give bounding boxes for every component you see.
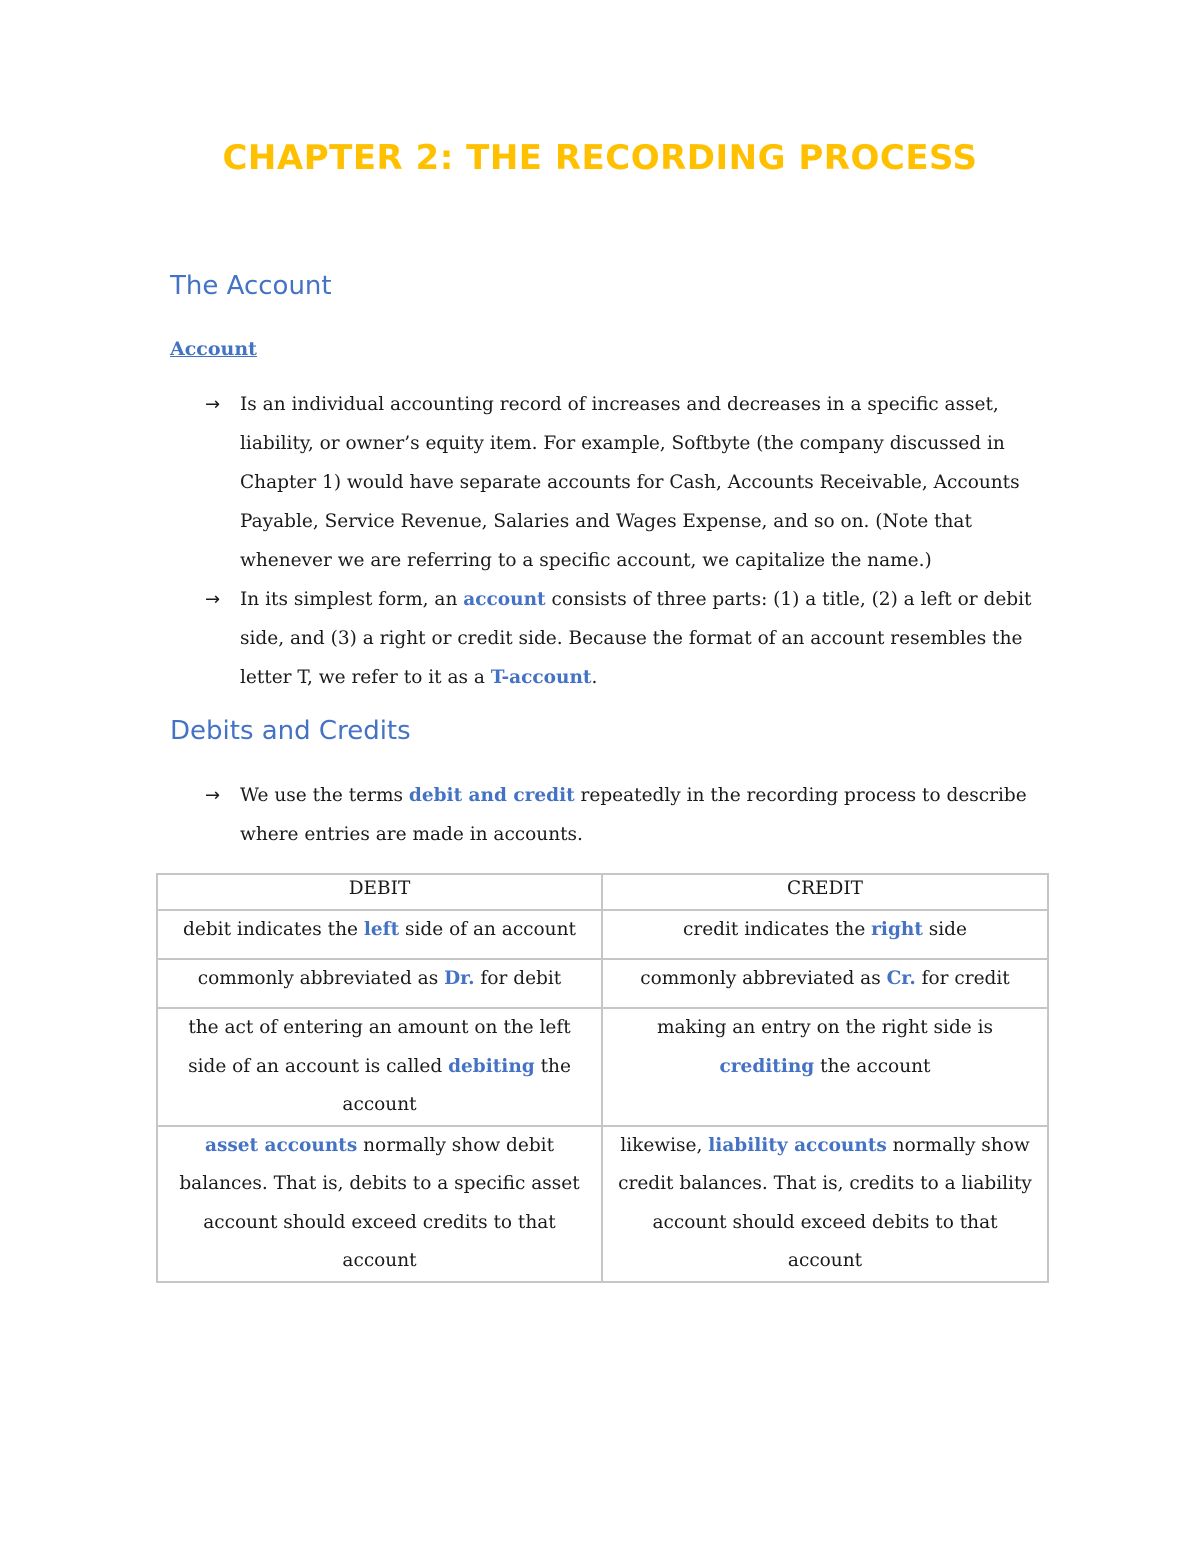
- table-row: [157, 959, 1048, 1008]
- arrow-right-icon: →: [205, 589, 221, 610]
- debit-cell: [157, 959, 602, 1008]
- section-heading-debits-and-credits: Debits and Credits: [170, 716, 411, 746]
- cell-text: making an entry on the right side is: [656, 1017, 994, 1038]
- page-title: CHAPTER 2: THE RECORDING PROCESS: [222, 138, 978, 178]
- bullet-text: We use the terms: [240, 785, 409, 806]
- cell-text: for credit: [915, 968, 1010, 989]
- debit-cell: [157, 1008, 602, 1126]
- cell-text: side: [922, 919, 967, 940]
- account-bullet-list: [205, 385, 1065, 697]
- cell-text: side of an account: [399, 919, 576, 940]
- cell-text: commonly abbreviated as: [640, 968, 887, 989]
- cell-keyword: asset accounts: [204, 1134, 358, 1156]
- list-item: [205, 776, 1065, 854]
- table-row: [157, 1126, 1048, 1282]
- debit-cell: [157, 910, 602, 959]
- keyword-t-account: T-account: [490, 667, 592, 688]
- credit-cell: [602, 1126, 1048, 1282]
- credit-cell: [602, 910, 1048, 959]
- cell-keyword: right: [871, 919, 923, 940]
- bullet-text: .: [591, 667, 598, 688]
- cell-text: the account: [342, 1055, 571, 1115]
- cell-text: the act of entering an amount on the left side of an account is called: [188, 1017, 571, 1077]
- arrow-right-icon: →: [205, 394, 221, 415]
- list-item: [205, 580, 1065, 697]
- cell-text: for debit: [474, 968, 562, 989]
- cell-text: normally show debit balances. That is, debits to a specific asset account should exceed credits to that account: [179, 1134, 580, 1271]
- bullet-text: repeatedly in the recording process to describe where entries are made in accounts.: [240, 785, 1027, 845]
- bullet-text: Is an individual accounting record of increases and decreases in a specific asset, liability, or owner’s equity item. For example, Softbyte (the company discussed in Chapter 1) would have separate accounts for Cash, Accounts Receivable, Accounts Payable, Service Revenue, Salaries and Wages Expense, and so on. (Note that whenever we are referring to a specific account, we capitalize the name.): [240, 394, 1020, 571]
- debit-cell: [157, 1126, 602, 1282]
- cell-text: commonly abbreviated as: [197, 968, 445, 989]
- debits-credits-bullet-list: [205, 776, 1065, 854]
- debit-credit-table: [156, 873, 1049, 1283]
- cell-text: normally show credit balances. That is, credits to a liability account should exceed debits to that account: [618, 1134, 1032, 1271]
- cell-keyword: left: [363, 919, 400, 940]
- bullet-text: consists of three parts: (1) a title, (2) a left or debit side, and (3) a right or credit side. Because the format of an account resembles the letter T, we refer to it as a: [240, 589, 1032, 688]
- keyword-account: account: [463, 589, 546, 610]
- cell-text: credit indicates the: [683, 919, 872, 940]
- cell-keyword: liability accounts: [708, 1134, 887, 1156]
- table-header-row: [157, 874, 1048, 910]
- bullet-text: In its simplest form, an: [240, 589, 464, 610]
- list-item: [205, 385, 1065, 580]
- header-debit: DEBIT: [157, 874, 602, 910]
- cell-text: debit indicates the: [183, 919, 364, 940]
- cell-keyword: Cr.: [886, 968, 916, 989]
- subheading-account: Account: [170, 338, 257, 360]
- table-row: [157, 1008, 1048, 1126]
- cell-keyword: Dr.: [444, 968, 475, 989]
- cell-keyword: debiting: [448, 1055, 535, 1077]
- keyword-debit-and-credit: debit and credit: [408, 785, 575, 806]
- cell-text: likewise,: [620, 1134, 709, 1156]
- cell-keyword: crediting: [719, 1055, 815, 1077]
- section-heading-the-account: The Account: [170, 271, 332, 301]
- credit-cell: [602, 1008, 1048, 1126]
- arrow-right-icon: →: [205, 785, 221, 806]
- credit-cell: [602, 959, 1048, 1008]
- cell-text: the account: [814, 1055, 931, 1077]
- table-row: [157, 910, 1048, 959]
- header-credit: CREDIT: [602, 874, 1048, 910]
